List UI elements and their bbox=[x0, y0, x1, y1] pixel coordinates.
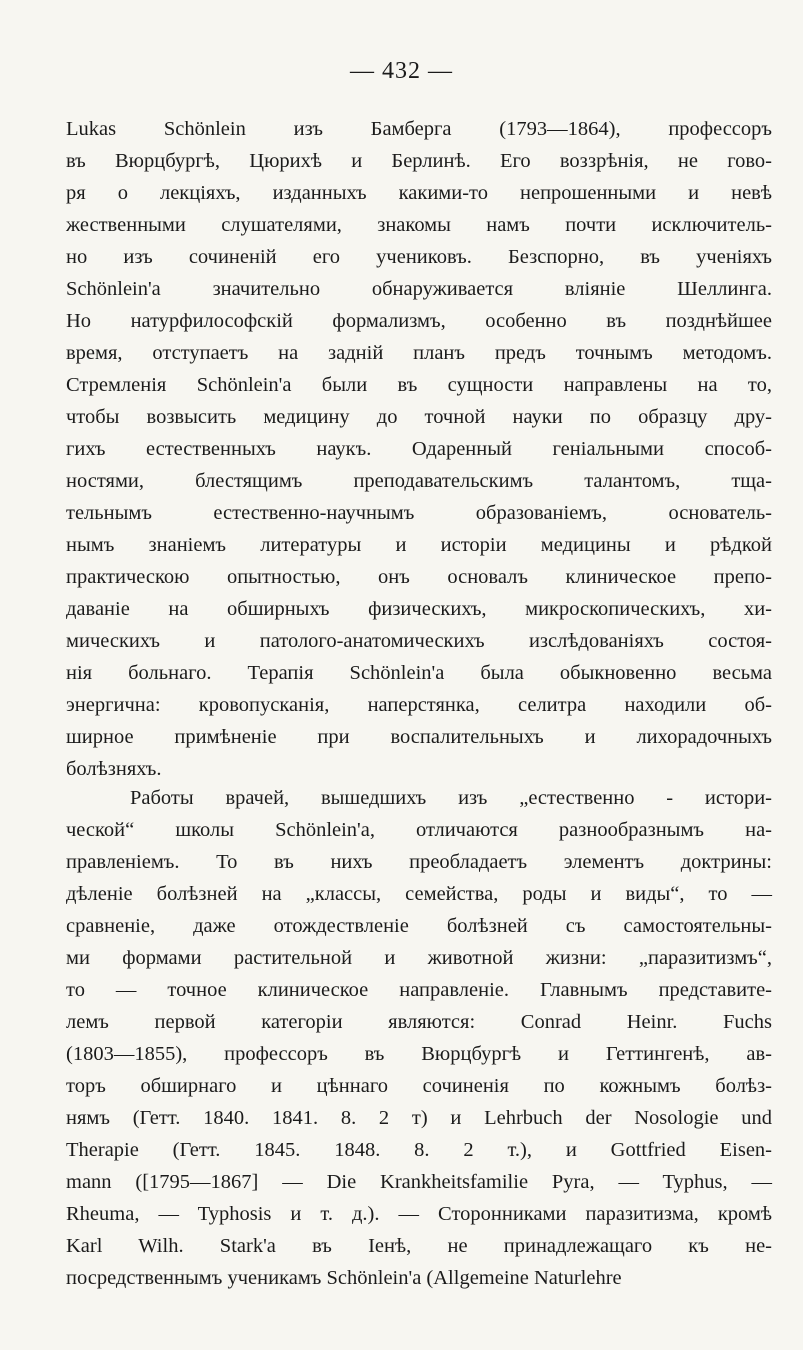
paragraph-2 bbox=[66, 782, 772, 1294]
text-line: Karl Wilh. Stark'а въ Іенѣ, не принадлежащаго къ не- bbox=[66, 1235, 772, 1257]
text-line: сравненіе, даже отождествленіе болѣзней съ самостоятельны- bbox=[66, 915, 772, 937]
text-line: Lukas Schönlein изъ Бамберга (1793—1864), профессоръ bbox=[66, 118, 772, 140]
text-line: даваніе на обширныхъ физическихъ, микроскопическихъ, хи- bbox=[66, 598, 772, 620]
text-line: чтобы возвысить медицину до точной науки по образцу дру- bbox=[66, 406, 772, 428]
text-line: торъ обширнаго и цѣннаго сочиненія по кожнымъ болѣз- bbox=[66, 1075, 772, 1097]
paragraph-1 bbox=[66, 113, 772, 785]
text-line: гихъ естественныхъ наукъ. Одаренный геніальными способ- bbox=[66, 438, 772, 460]
text-line: Работы врачей, вышедшихъ изъ „естественно - истори- bbox=[130, 787, 772, 809]
text-line: Стремленія Schönlein'а были въ сущности направлены на то, bbox=[66, 374, 772, 396]
text-line: въ Вюрцбургѣ, Цюрихѣ и Берлинѣ. Его воззрѣнія, не гово- bbox=[66, 150, 772, 172]
text-line: нямъ (Гетт. 1840. 1841. 8. 2 т) и Lehrbuch der Nosologie und bbox=[66, 1107, 772, 1129]
text-line: мическихъ и патолого-анатомическихъ изслѣдованіяхъ состоя- bbox=[66, 630, 772, 652]
text-line: тельнымъ естественно-научнымъ образованіемъ, основатель- bbox=[66, 502, 772, 524]
text-line: практическою опытностью, онъ основалъ клиническое препо- bbox=[66, 566, 772, 588]
text-line: но изъ сочиненій его учениковъ. Безспорно, въ ученіяхъ bbox=[66, 246, 772, 268]
text-line: Therapie (Гетт. 1845. 1848. 8. 2 т.), и Gottfried Eisen- bbox=[66, 1139, 772, 1161]
text-line: нымъ знаніемъ литературы и исторіи медицины и рѣдкой bbox=[66, 534, 772, 556]
text-line: ми формами растительной и животной жизни: „паразитизмъ“, bbox=[66, 947, 772, 969]
text-line: (1803—1855), профессоръ въ Вюрцбургѣ и Геттингенѣ, ав- bbox=[66, 1043, 772, 1065]
text-line: нія больнаго. Терапія Schönlein'а была обыкновенно весьма bbox=[66, 662, 772, 684]
text-line: время, отступаетъ на заднiй планъ предъ точнымъ методомъ. bbox=[66, 342, 772, 364]
text-line: ностями, блестящимъ преподавательскимъ талантомъ, тща- bbox=[66, 470, 772, 492]
text-line: Но натурфилософскій формализмъ, особенно въ позднѣйшее bbox=[66, 310, 772, 332]
text-line: mann ([1795—1867] — Die Krankheitsfamilie Pyra, — Typhus, — bbox=[66, 1171, 772, 1193]
text-line: энергична: кровопусканія, наперстянка, селитра находили об- bbox=[66, 694, 772, 716]
text-line: Schönlein'а значительно обнаруживается вліяніе Шеллинга. bbox=[66, 278, 772, 300]
text-line: болѣзняхъ. bbox=[66, 758, 162, 780]
text-line: то — точное клиническое направленіе. Главнымъ представите- bbox=[66, 979, 772, 1001]
text-line: ческой“ школы Schönlein'а, отличаются разнообразнымъ на- bbox=[66, 819, 772, 841]
page-number: — 432 — bbox=[350, 58, 453, 84]
text-line: посредственнымъ ученикамъ Schönlein'а (Allgemeine Naturlehre bbox=[66, 1267, 622, 1289]
text-line: ширное примѣненіе при воспалительныхъ и лихорадочныхъ bbox=[66, 726, 772, 748]
text-line: правленіемъ. То въ нихъ преобладаетъ элементъ доктрины: bbox=[66, 851, 772, 873]
text-line: жественными слушателями, знакомы намъ почти исключитель- bbox=[66, 214, 772, 236]
text-line: ря о лекціяхъ, изданныхъ какими-то непрошенными и невѣ bbox=[66, 182, 772, 204]
text-line: дѣленіе болѣзней на „классы, семейства, роды и виды“, то — bbox=[66, 883, 772, 905]
text-line: лемъ первой категоріи являются: Conrad Heinr. Fuchs bbox=[66, 1011, 772, 1033]
text-line: Rheuma, — Typhosis и т. д.). — Сторонниками паразитизма, кромѣ bbox=[66, 1203, 772, 1225]
